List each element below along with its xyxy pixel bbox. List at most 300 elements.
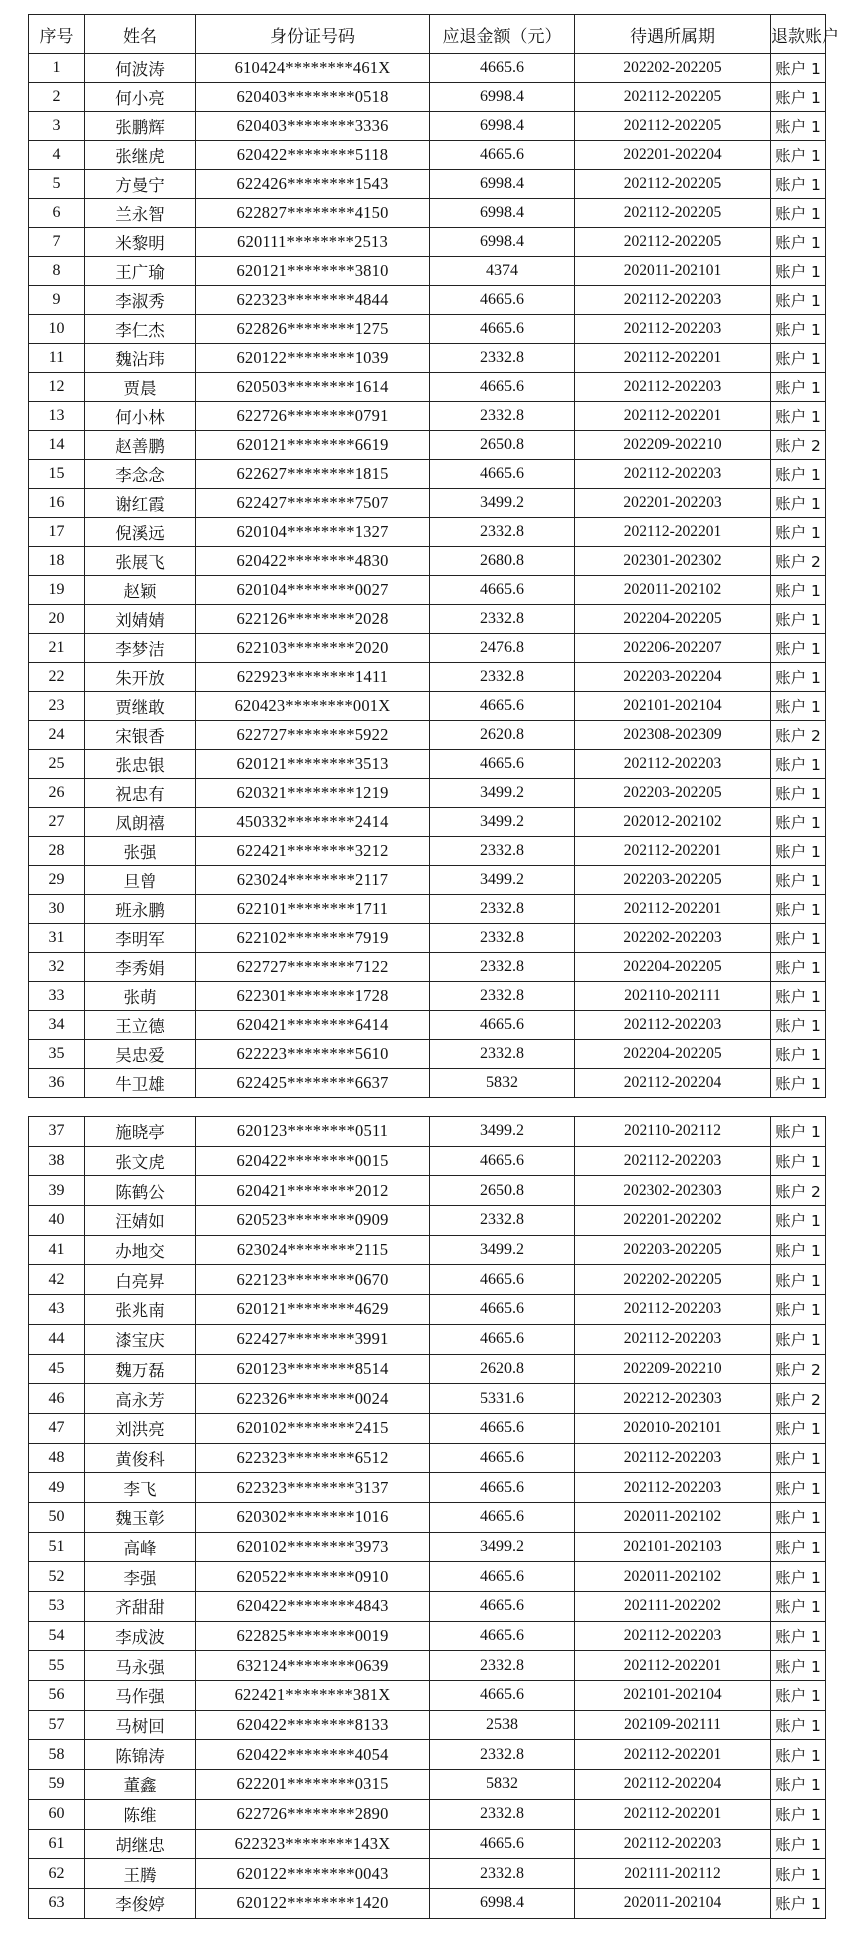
cell-benefit-period: 202112-202203 — [575, 1146, 771, 1176]
table-row — [29, 373, 826, 402]
cell-id-number: 620102********3973 — [196, 1532, 430, 1562]
table-row — [29, 1740, 826, 1770]
cell-refund-amount: 2620.8 — [430, 1354, 575, 1384]
cell-benefit-period: 202012-202102 — [575, 808, 771, 837]
cell-refund-amount: 2332.8 — [430, 663, 575, 692]
cell-id-number: 620121********4629 — [196, 1295, 430, 1325]
cell-benefit-period: 202112-202203 — [575, 1621, 771, 1651]
cell-no: 8 — [29, 257, 85, 286]
cell-id-number: 622201********0315 — [196, 1770, 430, 1800]
cell-name: 李淑秀 — [85, 286, 196, 315]
cell-refund-amount: 2680.8 — [430, 547, 575, 576]
table-row — [29, 1710, 826, 1740]
cell-refund-amount: 3499.2 — [430, 1235, 575, 1265]
cell-id-number: 620422********4830 — [196, 547, 430, 576]
cell-name: 赵颖 — [85, 576, 196, 605]
cell-refund-amount: 6998.4 — [430, 199, 575, 228]
cell-name: 王立德 — [85, 1011, 196, 1040]
cell-no: 5 — [29, 170, 85, 199]
table-row — [29, 1413, 826, 1443]
cell-refund-amount: 2332.8 — [430, 1206, 575, 1236]
cell-refund-amount: 3499.2 — [430, 866, 575, 895]
cell-refund-account: 账户 1 — [771, 1443, 826, 1473]
header-name: 姓名 — [85, 15, 196, 54]
cell-benefit-period: 202203-202205 — [575, 866, 771, 895]
cell-no: 27 — [29, 808, 85, 837]
table-row — [29, 1146, 826, 1176]
cell-refund-account: 账户 1 — [771, 1265, 826, 1295]
cell-benefit-period: 202112-202205 — [575, 83, 771, 112]
cell-no: 41 — [29, 1235, 85, 1265]
refund-document — [28, 14, 839, 1919]
table-row — [29, 547, 826, 576]
cell-id-number: 622427********7507 — [196, 489, 430, 518]
cell-refund-amount: 2650.8 — [430, 431, 575, 460]
cell-benefit-period: 202204-202205 — [575, 953, 771, 982]
cell-refund-account: 账户 1 — [771, 779, 826, 808]
cell-refund-account: 账户 1 — [771, 1621, 826, 1651]
cell-no: 18 — [29, 547, 85, 576]
cell-no: 52 — [29, 1562, 85, 1592]
cell-no: 22 — [29, 663, 85, 692]
cell-refund-amount: 2332.8 — [430, 1859, 575, 1889]
cell-refund-amount: 4665.6 — [430, 1562, 575, 1592]
table-row — [29, 1069, 826, 1098]
cell-benefit-period: 202112-202205 — [575, 170, 771, 199]
cell-benefit-period: 202111-202202 — [575, 1592, 771, 1622]
cell-id-number: 610424********461X — [196, 54, 430, 83]
table-row — [29, 1651, 826, 1681]
cell-no: 36 — [29, 1069, 85, 1098]
cell-no: 7 — [29, 228, 85, 257]
cell-name: 魏沾玮 — [85, 344, 196, 373]
cell-id-number: 620523********0909 — [196, 1206, 430, 1236]
table-row — [29, 1040, 826, 1069]
cell-no: 58 — [29, 1740, 85, 1770]
cell-id-number: 620111********2513 — [196, 228, 430, 257]
table-row — [29, 721, 826, 750]
table-row — [29, 1770, 826, 1800]
table-row — [29, 199, 826, 228]
table-row — [29, 779, 826, 808]
cell-no: 10 — [29, 315, 85, 344]
cell-refund-amount: 4665.6 — [430, 1502, 575, 1532]
cell-benefit-period: 202112-202204 — [575, 1770, 771, 1800]
cell-refund-account: 账户 1 — [771, 1829, 826, 1859]
cell-refund-account: 账户 1 — [771, 1888, 826, 1918]
table-row — [29, 1799, 826, 1829]
cell-name: 刘婧婧 — [85, 605, 196, 634]
cell-no: 34 — [29, 1011, 85, 1040]
cell-id-number: 620522********0910 — [196, 1562, 430, 1592]
cell-refund-amount: 4665.6 — [430, 1621, 575, 1651]
cell-refund-account: 账户 1 — [771, 228, 826, 257]
cell-name: 米黎明 — [85, 228, 196, 257]
cell-refund-amount: 2332.8 — [430, 837, 575, 866]
cell-refund-amount: 3499.2 — [430, 808, 575, 837]
cell-id-number: 620503********1614 — [196, 373, 430, 402]
cell-id-number: 620422********8133 — [196, 1710, 430, 1740]
cell-name: 李飞 — [85, 1473, 196, 1503]
cell-id-number: 622323********6512 — [196, 1443, 430, 1473]
cell-no: 39 — [29, 1176, 85, 1206]
cell-refund-amount: 2332.8 — [430, 1040, 575, 1069]
cell-no: 35 — [29, 1040, 85, 1069]
cell-refund-amount: 2538 — [430, 1710, 575, 1740]
cell-id-number: 622301********1728 — [196, 982, 430, 1011]
cell-refund-account: 账户 1 — [771, 605, 826, 634]
cell-refund-amount: 3499.2 — [430, 1532, 575, 1562]
cell-no: 40 — [29, 1206, 85, 1236]
cell-id-number: 622727********5922 — [196, 721, 430, 750]
cell-no: 11 — [29, 344, 85, 373]
cell-id-number: 622426********1543 — [196, 170, 430, 199]
cell-benefit-period: 202112-202201 — [575, 1740, 771, 1770]
cell-refund-amount: 4374 — [430, 257, 575, 286]
refund-table-part-1 — [28, 14, 839, 1098]
cell-refund-amount: 2332.8 — [430, 1651, 575, 1681]
cell-refund-account: 账户 1 — [771, 1324, 826, 1354]
table-row — [29, 228, 826, 257]
cell-refund-account: 账户 1 — [771, 402, 826, 431]
cell-refund-amount: 4665.6 — [430, 373, 575, 402]
cell-id-number: 622101********1711 — [196, 895, 430, 924]
cell-name: 方曼宁 — [85, 170, 196, 199]
cell-refund-amount: 4665.6 — [430, 1324, 575, 1354]
cell-name: 何小林 — [85, 402, 196, 431]
cell-id-number: 620121********6619 — [196, 431, 430, 460]
cell-name: 董鑫 — [85, 1770, 196, 1800]
table-body-part-2 — [29, 1117, 826, 1919]
cell-refund-amount: 4665.6 — [430, 1681, 575, 1711]
cell-id-number: 622323********143X — [196, 1829, 430, 1859]
cell-name: 王腾 — [85, 1859, 196, 1889]
cell-id-number: 622323********4844 — [196, 286, 430, 315]
cell-refund-amount: 3499.2 — [430, 1117, 575, 1147]
table-row — [29, 402, 826, 431]
cell-refund-account: 账户 1 — [771, 373, 826, 402]
cell-refund-account: 账户 1 — [771, 1473, 826, 1503]
cell-refund-account: 账户 1 — [771, 663, 826, 692]
cell-name: 张展飞 — [85, 547, 196, 576]
cell-refund-amount: 4665.6 — [430, 1592, 575, 1622]
cell-name: 马作强 — [85, 1681, 196, 1711]
cell-refund-amount: 6998.4 — [430, 83, 575, 112]
cell-id-number: 620121********3810 — [196, 257, 430, 286]
table-row — [29, 54, 826, 83]
cell-id-number: 622726********2890 — [196, 1799, 430, 1829]
table-row — [29, 112, 826, 141]
cell-refund-amount: 4665.6 — [430, 460, 575, 489]
cell-name: 马树回 — [85, 1710, 196, 1740]
header-no: 序号 — [29, 15, 85, 54]
cell-no: 23 — [29, 692, 85, 721]
cell-no: 26 — [29, 779, 85, 808]
cell-refund-account: 账户 2 — [771, 1176, 826, 1206]
cell-refund-amount: 5832 — [430, 1069, 575, 1098]
table-row — [29, 170, 826, 199]
cell-refund-account: 账户 1 — [771, 1562, 826, 1592]
table-body-part-1 — [29, 54, 826, 1098]
cell-id-number: 622425********6637 — [196, 1069, 430, 1098]
cell-id-number: 632124********0639 — [196, 1651, 430, 1681]
cell-benefit-period: 202203-202204 — [575, 663, 771, 692]
cell-no: 4 — [29, 141, 85, 170]
cell-name: 胡继忠 — [85, 1829, 196, 1859]
cell-id-number: 622326********0024 — [196, 1384, 430, 1414]
cell-benefit-period: 202203-202205 — [575, 1235, 771, 1265]
table-row — [29, 1473, 826, 1503]
cell-refund-amount: 4665.6 — [430, 1295, 575, 1325]
cell-no: 29 — [29, 866, 85, 895]
cell-id-number: 620102********2415 — [196, 1413, 430, 1443]
cell-id-number: 620122********1420 — [196, 1888, 430, 1918]
cell-name: 张忠银 — [85, 750, 196, 779]
cell-refund-account: 账户 1 — [771, 344, 826, 373]
cell-refund-amount: 4665.6 — [430, 1011, 575, 1040]
cell-name: 牛卫雄 — [85, 1069, 196, 1098]
cell-refund-account: 账户 1 — [771, 1413, 826, 1443]
cell-benefit-period: 202011-202102 — [575, 1562, 771, 1592]
cell-benefit-period: 202112-202203 — [575, 1443, 771, 1473]
table-row — [29, 1117, 826, 1147]
cell-refund-account: 账户 1 — [771, 750, 826, 779]
cell-refund-amount: 2332.8 — [430, 924, 575, 953]
cell-refund-account: 账户 1 — [771, 460, 826, 489]
cell-no: 54 — [29, 1621, 85, 1651]
cell-refund-amount: 4665.6 — [430, 1265, 575, 1295]
cell-benefit-period: 202111-202112 — [575, 1859, 771, 1889]
table-row — [29, 1295, 826, 1325]
cell-refund-amount: 2332.8 — [430, 518, 575, 547]
cell-benefit-period: 202011-202101 — [575, 257, 771, 286]
cell-refund-account: 账户 1 — [771, 1502, 826, 1532]
cell-no: 50 — [29, 1502, 85, 1532]
cell-id-number: 620121********3513 — [196, 750, 430, 779]
cell-refund-account: 账户 1 — [771, 54, 826, 83]
cell-name: 宋银香 — [85, 721, 196, 750]
cell-benefit-period: 202112-202203 — [575, 315, 771, 344]
cell-refund-amount: 4665.6 — [430, 1829, 575, 1859]
cell-name: 李秀娟 — [85, 953, 196, 982]
header-id-number: 身份证号码 — [196, 15, 430, 54]
cell-benefit-period: 202112-202203 — [575, 1011, 771, 1040]
cell-refund-amount: 2476.8 — [430, 634, 575, 663]
cell-no: 57 — [29, 1710, 85, 1740]
cell-id-number: 620422********5118 — [196, 141, 430, 170]
cell-refund-amount: 3499.2 — [430, 779, 575, 808]
cell-refund-account: 账户 1 — [771, 576, 826, 605]
cell-refund-account: 账户 1 — [771, 1206, 826, 1236]
cell-name: 李成波 — [85, 1621, 196, 1651]
cell-no: 43 — [29, 1295, 85, 1325]
cell-benefit-period: 202112-202201 — [575, 1651, 771, 1681]
table-row — [29, 1502, 826, 1532]
cell-no: 13 — [29, 402, 85, 431]
cell-id-number: 620123********0511 — [196, 1117, 430, 1147]
cell-benefit-period: 202112-202203 — [575, 750, 771, 779]
cell-no: 55 — [29, 1651, 85, 1681]
table-row — [29, 866, 826, 895]
table-row — [29, 1354, 826, 1384]
cell-id-number: 622825********0019 — [196, 1621, 430, 1651]
cell-refund-amount: 4665.6 — [430, 1473, 575, 1503]
cell-name: 高峰 — [85, 1532, 196, 1562]
cell-id-number: 620403********0518 — [196, 83, 430, 112]
cell-name: 班永鹏 — [85, 895, 196, 924]
cell-refund-account: 账户 1 — [771, 1740, 826, 1770]
cell-refund-account: 账户 2 — [771, 547, 826, 576]
cell-refund-account: 账户 1 — [771, 1532, 826, 1562]
cell-benefit-period: 202112-202201 — [575, 895, 771, 924]
cell-benefit-period: 202203-202205 — [575, 779, 771, 808]
table-row — [29, 1324, 826, 1354]
cell-id-number: 622827********4150 — [196, 199, 430, 228]
cell-no: 6 — [29, 199, 85, 228]
cell-refund-amount: 2332.8 — [430, 982, 575, 1011]
cell-benefit-period: 202010-202101 — [575, 1413, 771, 1443]
cell-no: 9 — [29, 286, 85, 315]
cell-benefit-period: 202101-202103 — [575, 1532, 771, 1562]
table-row — [29, 1265, 826, 1295]
cell-refund-account: 账户 1 — [771, 924, 826, 953]
table-row — [29, 1829, 826, 1859]
cell-no: 45 — [29, 1354, 85, 1384]
cell-name: 马永强 — [85, 1651, 196, 1681]
cell-benefit-period: 202202-202203 — [575, 924, 771, 953]
header-refund-amount: 应退金额（元） — [430, 15, 575, 54]
cell-name: 办地交 — [85, 1235, 196, 1265]
cell-name: 刘洪亮 — [85, 1413, 196, 1443]
cell-refund-account: 账户 1 — [771, 1681, 826, 1711]
cell-benefit-period: 202201-202202 — [575, 1206, 771, 1236]
cell-name: 陈鹤公 — [85, 1176, 196, 1206]
cell-refund-account: 账户 1 — [771, 315, 826, 344]
cell-benefit-period: 202101-202104 — [575, 1681, 771, 1711]
cell-no: 44 — [29, 1324, 85, 1354]
table-row — [29, 1859, 826, 1889]
cell-no: 49 — [29, 1473, 85, 1503]
cell-name: 陈维 — [85, 1799, 196, 1829]
cell-name: 张鹏辉 — [85, 112, 196, 141]
cell-id-number: 450332********2414 — [196, 808, 430, 837]
cell-name: 白亮昇 — [85, 1265, 196, 1295]
cell-benefit-period: 202112-202203 — [575, 1473, 771, 1503]
cell-id-number: 620423********001X — [196, 692, 430, 721]
cell-refund-account: 账户 2 — [771, 431, 826, 460]
cell-benefit-period: 202112-202203 — [575, 460, 771, 489]
cell-benefit-period: 202112-202203 — [575, 373, 771, 402]
cell-id-number: 622427********3991 — [196, 1324, 430, 1354]
table-row — [29, 837, 826, 866]
cell-refund-account: 账户 1 — [771, 866, 826, 895]
cell-refund-account: 账户 1 — [771, 634, 826, 663]
cell-name: 齐甜甜 — [85, 1592, 196, 1622]
cell-id-number: 620122********1039 — [196, 344, 430, 373]
cell-refund-account: 账户 2 — [771, 721, 826, 750]
cell-benefit-period: 202011-202102 — [575, 1502, 771, 1532]
cell-no: 60 — [29, 1799, 85, 1829]
cell-refund-amount: 5832 — [430, 1770, 575, 1800]
cell-benefit-period: 202112-202205 — [575, 112, 771, 141]
cell-name: 张兆南 — [85, 1295, 196, 1325]
page-break-gap — [28, 1098, 825, 1116]
cell-benefit-period: 202112-202201 — [575, 837, 771, 866]
table-row — [29, 1592, 826, 1622]
cell-refund-amount: 2650.8 — [430, 1176, 575, 1206]
cell-no: 63 — [29, 1888, 85, 1918]
header-refund-account: 退款账户 — [771, 15, 826, 54]
cell-id-number: 622102********7919 — [196, 924, 430, 953]
cell-refund-account: 账户 1 — [771, 1146, 826, 1176]
cell-id-number: 620422********4843 — [196, 1592, 430, 1622]
cell-id-number: 622223********5610 — [196, 1040, 430, 1069]
cell-name: 施晓亭 — [85, 1117, 196, 1147]
cell-benefit-period: 202112-202205 — [575, 228, 771, 257]
table-row — [29, 982, 826, 1011]
table-row — [29, 808, 826, 837]
cell-no: 37 — [29, 1117, 85, 1147]
cell-no: 16 — [29, 489, 85, 518]
cell-id-number: 623024********2115 — [196, 1235, 430, 1265]
cell-refund-account: 账户 1 — [771, 692, 826, 721]
cell-no: 31 — [29, 924, 85, 953]
cell-no: 21 — [29, 634, 85, 663]
table-row — [29, 692, 826, 721]
cell-name: 李强 — [85, 1562, 196, 1592]
cell-benefit-period: 202308-202309 — [575, 721, 771, 750]
cell-no: 46 — [29, 1384, 85, 1414]
table-row — [29, 1888, 826, 1918]
cell-refund-amount: 6998.4 — [430, 228, 575, 257]
cell-no: 20 — [29, 605, 85, 634]
cell-refund-account: 账户 1 — [771, 1799, 826, 1829]
cell-id-number: 620123********8514 — [196, 1354, 430, 1384]
cell-refund-amount: 4665.6 — [430, 286, 575, 315]
cell-benefit-period: 202112-202205 — [575, 199, 771, 228]
cell-name: 陈锦涛 — [85, 1740, 196, 1770]
cell-refund-account: 账户 1 — [771, 489, 826, 518]
cell-name: 赵善鹏 — [85, 431, 196, 460]
cell-refund-account: 账户 2 — [771, 1384, 826, 1414]
cell-no: 32 — [29, 953, 85, 982]
cell-refund-account: 账户 1 — [771, 1011, 826, 1040]
table-row — [29, 460, 826, 489]
cell-id-number: 620422********4054 — [196, 1740, 430, 1770]
table-row — [29, 750, 826, 779]
table-row — [29, 1532, 826, 1562]
cell-refund-amount: 2332.8 — [430, 953, 575, 982]
table-row — [29, 1562, 826, 1592]
cell-id-number: 623024********2117 — [196, 866, 430, 895]
cell-refund-account: 账户 1 — [771, 257, 826, 286]
cell-refund-account: 账户 1 — [771, 1235, 826, 1265]
cell-benefit-period: 202301-202302 — [575, 547, 771, 576]
cell-refund-account: 账户 1 — [771, 808, 826, 837]
cell-no: 17 — [29, 518, 85, 547]
cell-name: 谢红霞 — [85, 489, 196, 518]
cell-benefit-period: 202110-202111 — [575, 982, 771, 1011]
cell-refund-amount: 4665.6 — [430, 54, 575, 83]
cell-no: 19 — [29, 576, 85, 605]
table-row — [29, 1235, 826, 1265]
table-row — [29, 518, 826, 547]
table-row — [29, 924, 826, 953]
table-row — [29, 953, 826, 982]
cell-name: 兰永智 — [85, 199, 196, 228]
cell-name: 何波涛 — [85, 54, 196, 83]
cell-benefit-period: 202112-202204 — [575, 1069, 771, 1098]
